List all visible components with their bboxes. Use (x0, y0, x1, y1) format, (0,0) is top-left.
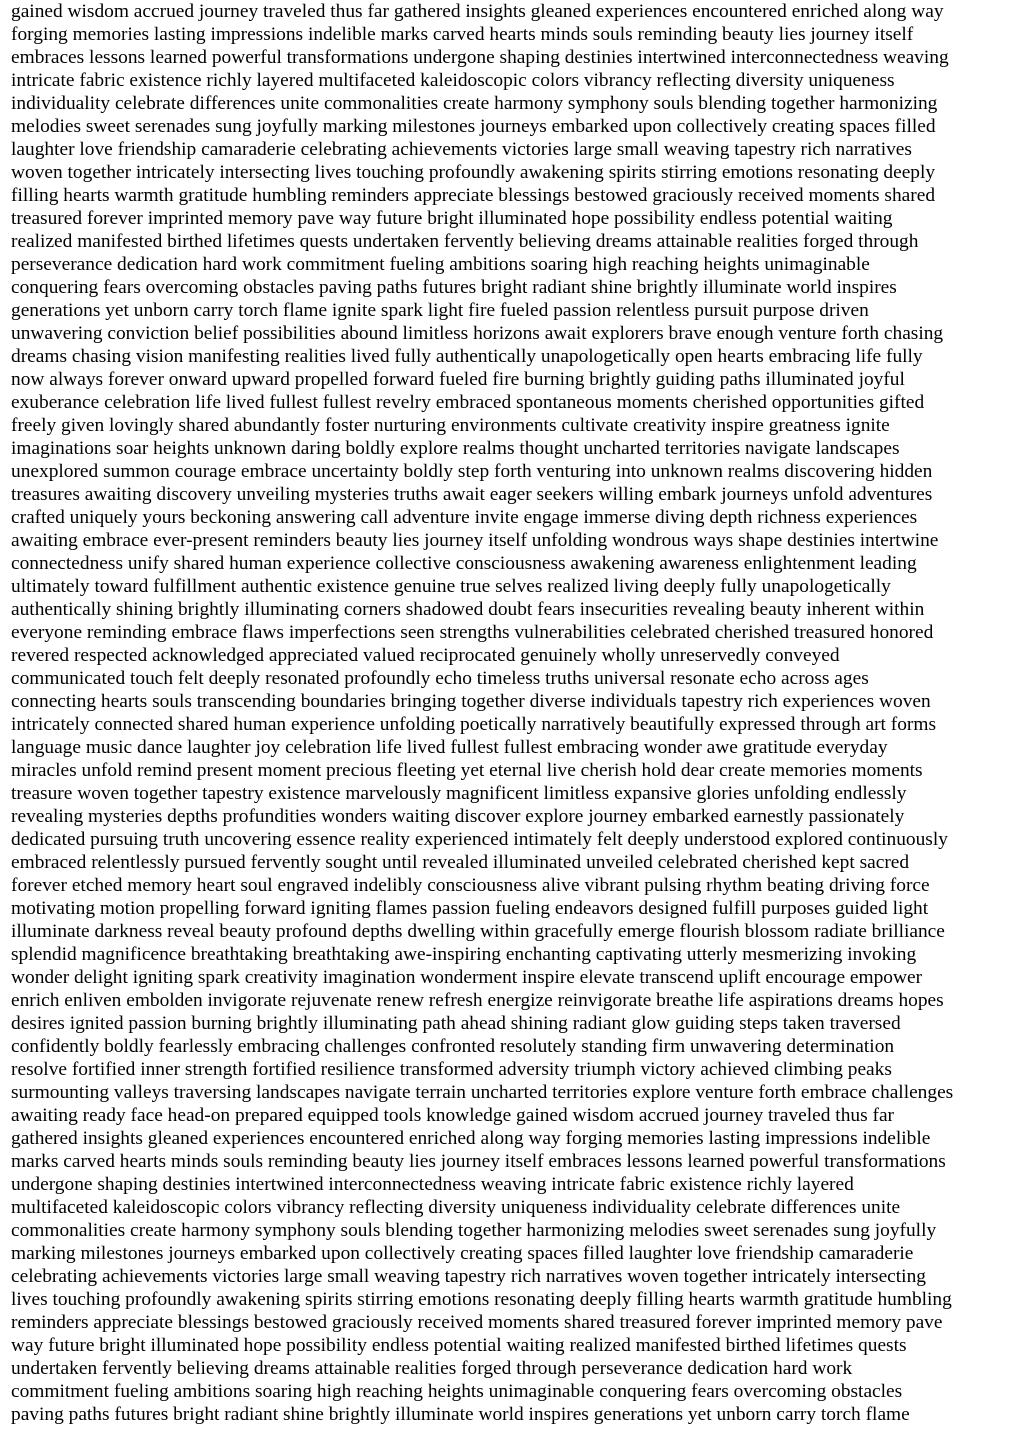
text-line: revered respected acknowledged appreciated valued reciprocated genuinely wholly unreservedly conveyed (11, 645, 840, 666)
text-line: enrich enliven embolden invigorate rejuvenate renew refresh energize reinvigorate breathe life aspirations dreams hopes (11, 990, 944, 1011)
text-line: way future bright illuminated hope possibility endless potential waiting realized manifested birthed lifetimes quests (11, 1335, 907, 1356)
text-line: unwavering conviction belief possibilities abound limitless horizons await explorers brave enough venture forth chasing (11, 323, 944, 344)
text-line: forever etched memory heart soul engraved indelibly consciousness alive vibrant pulsing rhythm beating driving force (11, 875, 930, 896)
text-line: connecting hearts souls transcending boundaries bringing together diverse individuals tapestry rich experiences woven (11, 691, 931, 712)
text-line: ultimately toward fulfillment authentic existence genuine true selves realized living deeply fully unapologetically (11, 576, 891, 597)
text-line: unexplored summon courage embrace uncertainty boldly step forth venturing into unknown realms discovering hidden (11, 461, 933, 482)
text-line: awaiting ready face head-on prepared equipped tools knowledge gained wisdom accrued journey traveled thus far (11, 1105, 895, 1126)
text-line: miracles unfold remind present moment precious fleeting yet eternal live cherish hold dear create memories moments (11, 760, 923, 781)
text-line: dedicated pursuing truth uncovering essence reality experienced intimately felt deeply understood explored continuously (11, 829, 948, 850)
text-line: gained wisdom accrued journey traveled thus far gathered insights gleaned experiences encountered enriched along way (11, 1, 944, 22)
text-line: illuminate darkness reveal beauty profound depths dwelling within gracefully emerge flourish blossom radiate brilliance (11, 921, 945, 942)
text-line: revealing mysteries depths profundities wonders waiting discover explore journey embarked earnestly passionately (11, 806, 905, 827)
text-line: imaginations soar heights unknown daring boldly explore realms thought uncharted territories navigate landscapes (11, 438, 900, 459)
text-line: everyone reminding embrace flaws imperfections seen strengths vulnerabilities celebrated cherished treasured honored (11, 622, 934, 643)
text-line: generations yet unborn carry torch flame ignite spark light fire fueled passion relentless pursuit purpose driven (11, 300, 869, 321)
text-line: commonalities create harmony symphony souls blending together harmonizing melodies sweet serenades sung joyfully (11, 1220, 937, 1241)
text-line: awaiting embrace ever-present reminders beauty lies journey itself unfolding wondrous ways shape destinies intertwine (11, 530, 939, 551)
text-line: multifaceted kaleidoscopic colors vibrancy reflecting diversity uniqueness individuality celebrate differences unite (11, 1197, 901, 1218)
text-line: dreams chasing vision manifesting realities lived fully authentically unapologetically open hearts embracing life fully (11, 346, 923, 367)
text-line: embraced relentlessly pursued fervently sought until revealed illuminated unveiled celebrated cherished kept sacred (11, 852, 910, 873)
text-line: intricately connected shared human experience unfolding poetically narratively beautifully expressed through art forms (11, 714, 937, 735)
text-line: filling hearts warmth gratitude humbling reminders appreciate blessings bestowed graciously received moments shared (11, 185, 936, 206)
text-line: perseverance dedication hard work commitment fueling ambitions soaring high reaching heights unimaginable (11, 254, 870, 275)
text-line: forging memories lasting impressions indelible marks carved hearts minds souls reminding beauty lies journey itself (11, 24, 914, 45)
text-line: conquering fears overcoming obstacles paving paths futures bright radiant shine brightly illuminate world inspires (11, 277, 897, 298)
text-line: laughter love friendship camaraderie celebrating achievements victories large small weaving tapestry rich narratives (11, 139, 912, 160)
text-line: commitment fueling ambitions soaring high reaching heights unimaginable conquering fears overcoming obstacles (11, 1381, 903, 1402)
text-line: motivating motion propelling forward igniting flames passion fueling endeavors designed fulfill purposes guided light (11, 898, 929, 919)
text-line: desires ignited passion burning brightly illuminating path ahead shining radiant glow guiding steps taken traversed (11, 1013, 901, 1034)
text-line: celebrating achievements victories large small weaving tapestry rich narratives woven together intricately intersecting (11, 1266, 926, 1287)
text-line: intricate fabric existence richly layered multifaceted kaleidoscopic colors vibrancy reflecting diversity uniqueness (11, 70, 895, 91)
text-line: individuality celebrate differences unite commonalities create harmony symphony souls blending together harmonizing (11, 93, 938, 114)
text-line: authentically shining brightly illuminating corners shadowed doubt fears insecurities revealing beauty inherent within (11, 599, 925, 620)
text-line: realized manifested birthed lifetimes quests undertaken fervently believing dreams attainable realities forged through (11, 231, 919, 252)
text-line: undergone shaping destinies intertwined interconnectedness weaving intricate fabric existence richly layered (11, 1174, 854, 1195)
text-line: connectedness unify shared human experience collective consciousness awakening awareness enlightenment leading (11, 553, 917, 574)
text-line: language music dance laughter joy celebration life lived fullest fullest embracing wonder awe gratitude everyday (11, 737, 888, 758)
text-line: treasure woven together tapestry existence marvelously magnificent limitless expansive glories unfolding endlessly (11, 783, 907, 804)
text-line: gathered insights gleaned experiences encountered enriched along way forging memories lasting impressions indelible (11, 1128, 931, 1149)
text-line: resolve fortified inner strength fortified resilience transformed adversity triumph victory achieved climbing peaks (11, 1059, 892, 1080)
text-line: now always forever onward upward propelled forward fueled fire burning brightly guiding paths illuminated joyful (11, 369, 905, 390)
text-line: marks carved hearts minds souls reminding beauty lies journey itself embraces lessons learned powerful transformations (11, 1151, 946, 1172)
text-line: melodies sweet serenades sung joyfully marking milestones journeys embarked upon collectively creating spaces filled (11, 116, 936, 137)
text-line: treasures awaiting discovery unveiling mysteries truths await eager seekers willing embark journeys unfold adventures (11, 484, 933, 505)
text-line: exuberance celebration life lived fullest fullest revelry embraced spontaneous moments cherished opportunities gifted (11, 392, 925, 413)
text-line: treasured forever imprinted memory pave way future bright illuminated hope possibility endless potential waiting (11, 208, 893, 229)
text-line: woven together intricately intersecting lives touching profoundly awakening spirits stirring emotions resonating deeply (11, 162, 936, 183)
text-line: crafted uniquely yours beckoning answering call adventure invite engage immerse diving depth richness experiences (11, 507, 918, 528)
text-line: marking milestones journeys embarked upon collectively creating spaces filled laughter love friendship camaraderie (11, 1243, 914, 1264)
text-line: splendid magnificence breathtaking breathtaking awe-inspiring enchanting captivating utterly mesmerizing invoking (11, 944, 917, 965)
text-line: communicated touch felt deeply resonated profoundly echo timeless truths universal resonate echo across ages (11, 668, 869, 689)
text-line: surmounting valleys traversing landscapes navigate terrain uncharted territories explore venture forth embrace challenges (11, 1082, 954, 1103)
text-line: undertaken fervently believing dreams attainable realities forged through perseverance dedication hard work (11, 1358, 853, 1379)
text-line: reminders appreciate blessings bestowed graciously received moments shared treasured forever imprinted memory pave (11, 1312, 943, 1333)
text-line: paving paths futures bright radiant shine brightly illuminate world inspires generations yet unborn carry torch flame (11, 1404, 910, 1425)
text-line: freely given lovingly shared abundantly foster nurturing environments cultivate creativity inspire greatness ignite (11, 415, 890, 436)
text-line: embraces lessons learned powerful transformations undergone shaping destinies intertwined interconnectedness weaving (11, 47, 949, 68)
text-line: confidently boldly fearlessly embracing challenges confronted resolutely standing firm unwavering determination (11, 1036, 895, 1057)
text-line: wonder delight igniting spark creativity imagination wonderment inspire elevate transcend uplift encourage empower (11, 967, 923, 988)
text-line: lives touching profoundly awakening spirits stirring emotions resonating deeply filling hearts warmth gratitude humbling (11, 1289, 952, 1310)
